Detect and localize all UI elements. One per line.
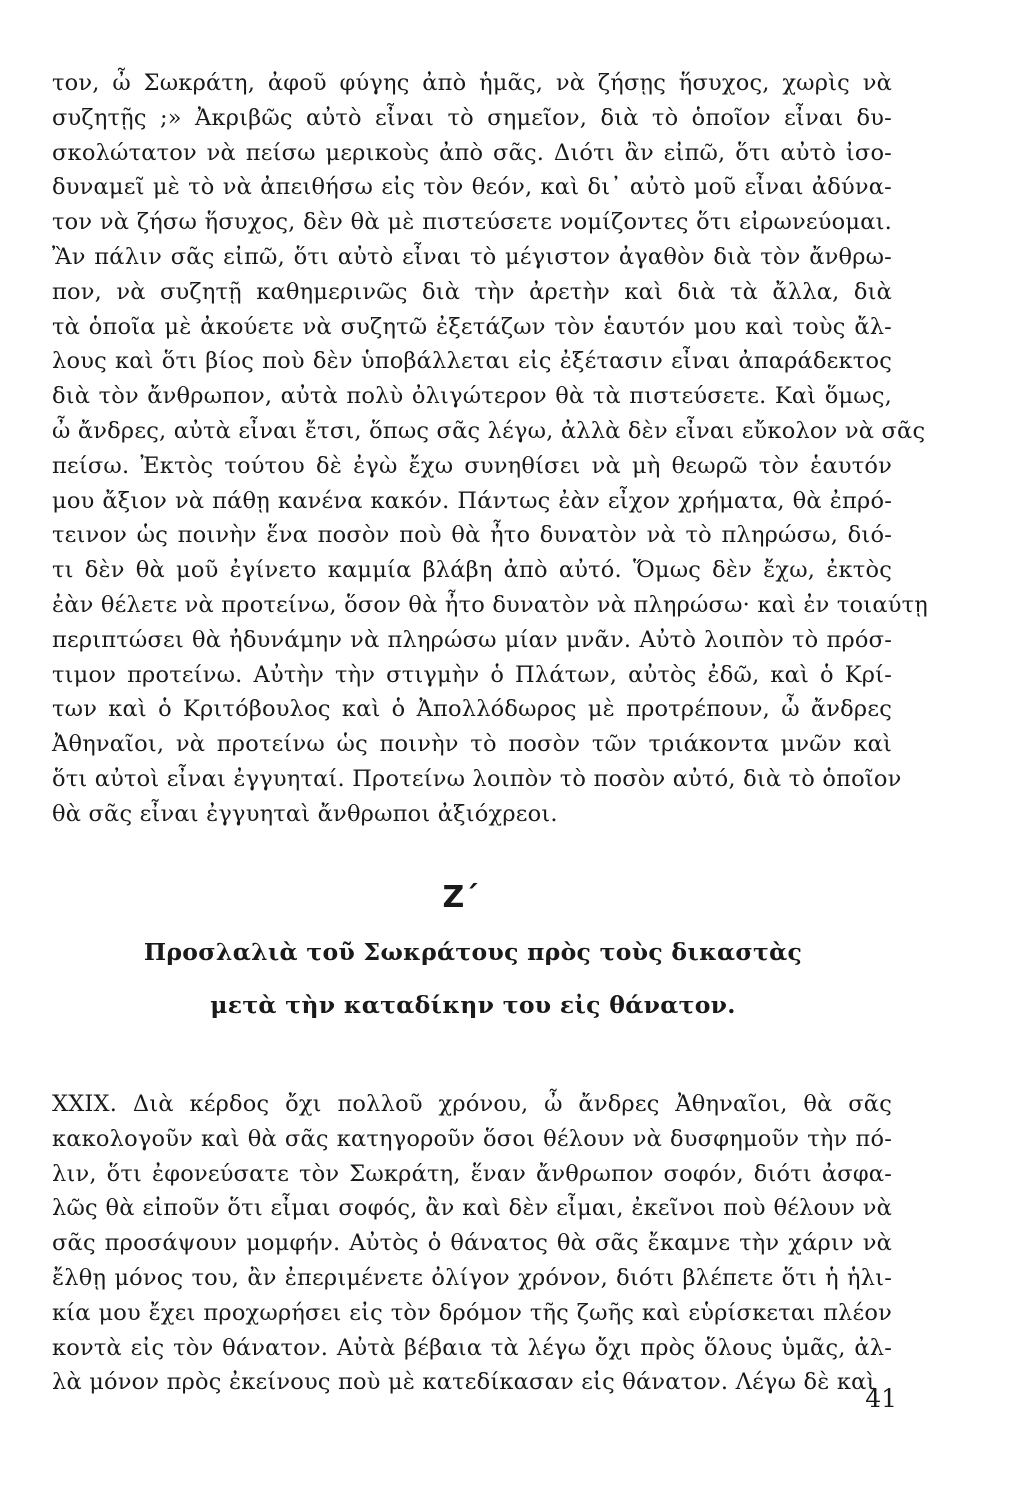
text-line: τεινον ὡς ποινὴν ἕνα ποσὸν ποὺ θὰ ἦτο δυνατὸν νὰ τὸ πληρώσω, διό- — [52, 522, 892, 549]
text-line: σκολώτατον νὰ πείσω μερικοὺς ἀπὸ σᾶς. Διότι ἂν εἰπῶ, ὅτι αὐτὸ ἰσο- — [52, 139, 892, 166]
paragraph-xxix — [52, 1087, 892, 1400]
text-line: λῶς θὰ εἰποῦν ὅτι εἶμαι σοφός, ἂν καὶ δὲν εἶμαι, ἐκεῖνοι ποὺ θέλουν νὰ — [52, 1195, 892, 1222]
text-line: λὰ μόνον πρὸς ἐκείνους ποὺ μὲ κατεδίκασαν εἰς θάνατον. Λέγω δὲ καὶ — [52, 1369, 876, 1396]
text-line: θὰ σᾶς εἶναι ἐγγυηταὶ ἄνθρωποι ἀξιόχρεοι. — [52, 800, 558, 827]
text-line: σᾶς προσάψουν μομφήν. Αὐτὸς ὁ θάνατος θὰ σᾶς ἔκαμνε τὴν χάριν νὰ — [52, 1230, 892, 1257]
text-line: ὦ ἄνδρες, αὐτὰ εἶναι ἔτσι, ὅπως σᾶς λέγω, ἀλλὰ δὲν εἶναι εὔκολον νὰ σᾶς — [52, 417, 926, 444]
text-line: κοντὰ εἰς τὸν θάνατον. Αὐτὰ βέβαια τὰ λέγω ὄχι πρὸς ὅλους ὑμᾶς, ἀλ- — [52, 1334, 892, 1361]
text-line: τον νὰ ζήσω ἥσυχος, δὲν θὰ μὲ πιστεύσετε νομίζοντες ὅτι εἰρωνεύομαι. — [52, 209, 892, 236]
text-line: δυναμεῖ μὲ τὸ νὰ ἀπειθήσω εἰς τὸν θεόν, καὶ δι᾽ αὐτὸ μοῦ εἶναι ἀδύνα- — [52, 174, 892, 201]
section-heading-line-2: μετὰ τὴν καταδίκην του εἰς θάνατον. — [210, 991, 736, 1019]
text-line: ἐὰν θέλετε νὰ προτείνω, ὅσον θὰ ἦτο δυνατὸν νὰ πληρώσω· καὶ ἐν τοιαύτῃ — [52, 591, 928, 618]
page-number: 41 — [865, 1384, 897, 1413]
text-line: λιν, ὅτι ἐφονεύσατε τὸν Σωκράτη, ἕναν ἄνθρωπον σοφόν, διότι ἀσφα- — [52, 1160, 892, 1187]
text-line: τον, ὦ Σωκράτη, ἀφοῦ φύγης ἀπὸ ἡμᾶς, νὰ ζήσῃς ἥσυχος, χωρὶς νὰ — [52, 70, 892, 96]
text-line: των καὶ ὁ Κριτόβουλος καὶ ὁ Ἀπολλόδωρος μὲ προτρέπουν, ὦ ἄνδρες — [52, 696, 892, 723]
section-heading-line-1: Προσλαλιὰ τοῦ Σωκράτους πρὸς τοὺς δικαστὰς — [143, 938, 803, 966]
text-line: Ἂν πάλιν σᾶς εἰπῶ, ὅτι αὐτὸ εἶναι τὸ μέγιστον ἀγαθὸν διὰ τὸν ἄνθρω- — [52, 243, 892, 270]
text-line: συζητῇς ;» Ἀκριβῶς αὐτὸ εἶναι τὸ σημεῖον, διὰ τὸ ὁποῖον εἶναι δυ- — [52, 104, 892, 131]
text-line: λους καὶ ὅτι βίος ποὺ δὲν ὑποβάλλεται εἰς ἐξέτασιν εἶναι ἀπαράδεκτος — [52, 348, 892, 375]
text-line: πείσω. Ἐκτὸς τούτου δὲ ἐγὼ ἔχω συνηθίσει νὰ μὴ θεωρῶ τὸν ἑαυτόν — [52, 452, 892, 479]
text-line: πον, νὰ συζητῇ καθημερινῶς διὰ τὴν ἀρετὴν καὶ διὰ τὰ ἄλλα, διὰ — [52, 278, 892, 305]
text-line: τι δὲν θὰ μοῦ ἐγίνετο καμμία βλάβη ἀπὸ αὐτό. Ὅμως δὲν ἔχω, ἐκτὸς — [52, 557, 892, 584]
text-line: κακολογοῦν καὶ θὰ σᾶς κατηγοροῦν ὅσοι θέλουν νὰ δυσφημοῦν τὴν πό- — [52, 1125, 892, 1152]
paragraph-continuation — [52, 66, 928, 832]
text-line: ἔλθῃ μόνος του, ἂν ἐπεριμένετε ὀλίγον χρόνον, διότι βλέπετε ὅτι ἡ ἡλι- — [52, 1264, 892, 1291]
text-line: XXIX. Διὰ κέρδος ὄχι πολλοῦ χρόνου, ὦ ἄνδρες Ἀθηναῖοι, θὰ σᾶς — [52, 1091, 892, 1117]
text-line: κία μου ἔχει προχωρήσει εἰς τὸν δρόμον τῆς ζωῆς καὶ εὑρίσκεται πλέον — [52, 1299, 892, 1326]
text-line: περιπτώσει θὰ ἠδυνάμην νὰ πληρώσω μίαν μνᾶν. Αὐτὸ λοιπὸν τὸ πρόσ- — [52, 626, 892, 653]
text-line: ὅτι αὐτοὶ εἶναι ἐγγυηταί. Προτείνω λοιπὸν τὸ ποσὸν αὐτό, διὰ τὸ ὁποῖον — [52, 765, 902, 792]
text-line: διὰ τὸν ἄνθρωπον, αὐτὰ πολὺ ὀλιγώτερον θὰ τὰ πιστεύσετε. Καὶ ὅμως, — [52, 383, 892, 410]
text-line: τιμον προτείνω. Αὐτὴν τὴν στιγμὴν ὁ Πλάτων, αὐτὸς ἐδῶ, καὶ ὁ Κρί- — [52, 661, 892, 688]
text-line: μου ἄξιον νὰ πάθῃ κανένα κακόν. Πάντως ἐὰν εἶχον χρήματα, θὰ ἐπρό- — [52, 487, 892, 514]
text-line: Ἀθηναῖοι, νὰ προτείνω ὡς ποινὴν τὸ ποσὸν τῶν τριάκοντα μνῶν καὶ — [52, 731, 892, 758]
text-line: τὰ ὁποῖα μὲ ἀκούετε νὰ συζητῶ ἐξετάζων τὸν ἑαυτόν μου καὶ τοὺς ἄλ- — [52, 313, 892, 340]
section-marker: Ζ΄ — [442, 880, 478, 915]
